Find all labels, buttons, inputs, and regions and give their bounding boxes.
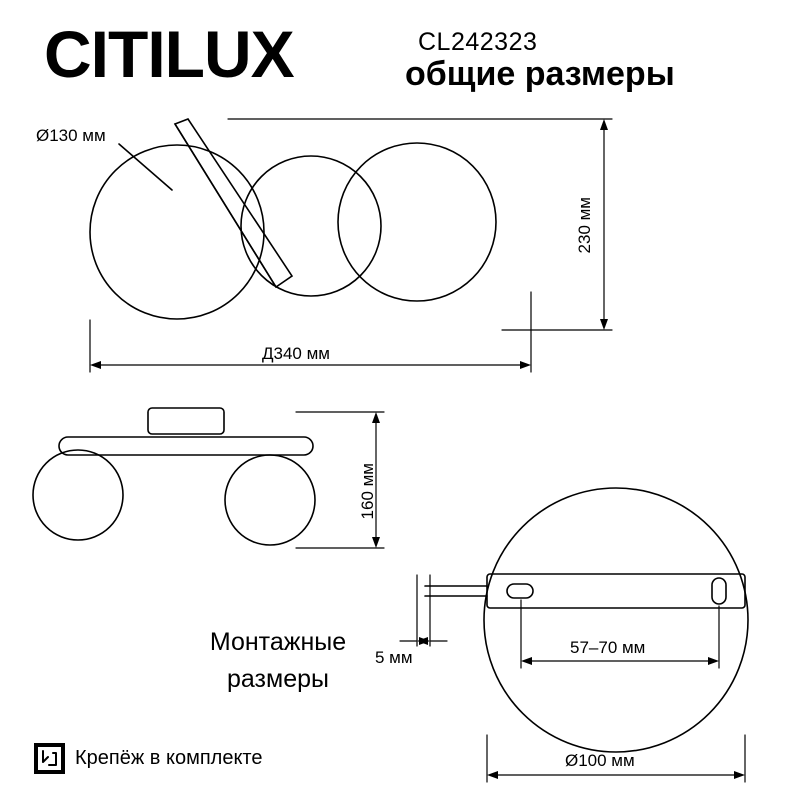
footer-note [34,743,262,774]
side-sphere-left [33,450,123,540]
mounting-plate-view [400,488,748,782]
mounting-base-circle [484,488,748,752]
mounting-caption [188,624,368,698]
hardware-included-icon [34,743,65,774]
svg-text:CITILUX: CITILUX [44,22,294,91]
mounting-bar-front [175,119,292,287]
mounting-caption-line1: Монтажные [209,628,347,656]
dimension-height-230 [228,119,612,330]
label-depth: 160 мм [358,463,377,520]
label-base-diameter: Ø100 мм [565,751,635,770]
label-thickness: 5 мм [375,648,413,667]
model-code: CL242323 [418,28,538,56]
sphere-left [90,145,264,319]
footer-note-text: Крепёж в комплекте [75,747,263,769]
side-sphere-right [225,455,315,545]
label-width: Д340 мм [262,344,330,363]
sphere-middle [241,156,381,296]
mounting-bracket [487,574,745,608]
bracket-slot-right [712,578,726,604]
label-sphere-diameter: Ø130 мм [36,126,106,145]
side-view [33,408,315,545]
label-height: 230 мм [575,197,594,254]
sphere-right [338,143,496,301]
bracket-slot-left [507,584,533,598]
label-slot-span: 57–70 мм [570,638,646,657]
mounting-caption-line2: размеры [227,665,329,693]
page-title: общие размеры [405,55,675,93]
